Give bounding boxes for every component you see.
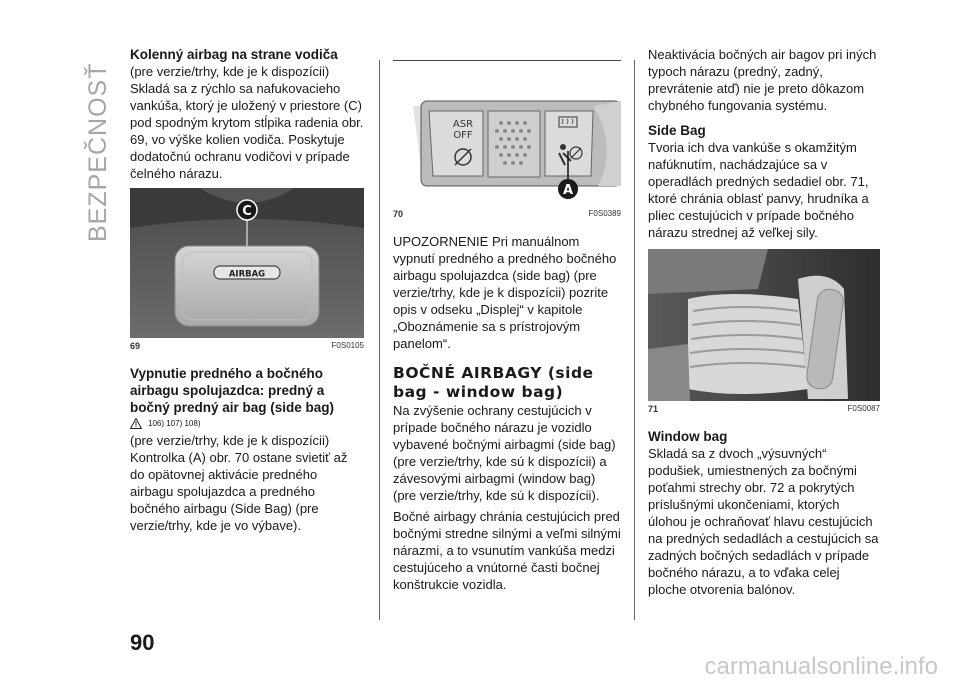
warning-triangle-icon (130, 418, 142, 429)
paragraph: Na zvýšenie ochrany cestujúcich v prípade bočného nárazu je vozidlo vybavené bočnými airbagmi (side bag) (pre verzie/trhy, kde sú k dispozícii) a závesovými airbagmi (window bag) (pre verzie/trhy, kde sú k dispozícii). (393, 403, 616, 503)
column-2 (393, 46, 621, 593)
paragraph: UPOZORNENIE Pri manuálnom vypnutí predného a predného bočného airbagu spolujazdca (side bag) (pre verzie/trhy, kde je k dispozícii) pozrite opis v odseku „Displej“ v kapitole „Oboznámenie sa s prístrojovým panelom“. (393, 234, 617, 351)
figure-69-caption: 69 F0S0105 (130, 341, 364, 351)
paragraph: (pre verzie/trhy, kde je k dispozícii) (130, 64, 330, 79)
asr-label-line2: OFF (453, 130, 473, 141)
paragraph: (pre verzie/trhy, kde je k dispozícii) (130, 433, 330, 448)
section-title-window-bag: Window bag (648, 429, 728, 444)
section-title-side-bag: Side Bag (648, 123, 706, 138)
callout-c: C (242, 204, 252, 219)
callout-a: A (562, 183, 574, 198)
watermark: carmanualsonline.info (704, 653, 938, 680)
figure-70 (393, 61, 621, 206)
section-heading-side-airbags: BOČNÉ AIRBAGY (side bag - window bag) (393, 364, 594, 401)
column-1 (130, 46, 364, 534)
paragraph: Skladá sa z dvoch „výsuvných“ podušiek, umiestnených za bočnými poťahmi strechy obr. 72 a pokrytých príslušnými ukončeniami, ktorých úlohou je ochraňovať hlavu cestujúcich na predných sedadlách a cestujúcich sa zadných bočných sedadlách v prípade bočného nárazu, a to vďaka celej ploche otvorenia balónov. (648, 446, 879, 597)
figure-71 (648, 249, 880, 401)
page-number: 90 (130, 630, 155, 655)
paragraph: Skladá sa z rýchlo sa nafukovacieho vankúša, ktorý je uložený v priestore (C) pod spodným krytom stĺpika radenia obr. 69, vo výške kolien vodiča. Poskytuje dodatočnú ochranu vodičovi v prípade čelného nárazu. (130, 81, 364, 181)
knee-airbag-illustration (130, 188, 364, 338)
paragraph: Bočné airbagy chránia cestujúcich pred bočnými stredne silnými a veľmi silnými nárazmi, a to vsunutím vankúša medzi cestujúceho a vnútorné časti bočnej konštrukcie vozidla. (393, 509, 621, 592)
paragraph: Tvoria ich dva vankúše s okamžitým nafúknutím, nachádzajúce sa v operadlách predných sedadiel obr. 71, ktoré chránia oblasť panvy, hrudníka a pliec cestujúcich v prípade bočného nárazu strednej až veľkej sily. (648, 140, 869, 240)
chapter-side-tab: BEZPEČNOSŤ (84, 62, 112, 242)
paragraph: Kontrolka (A) obr. 70 ostane svietiť až do opätovnej aktivácie predného airbagu spolujazdca a predného bočného airbagu (Side Bag) (pre verzie/trhy, kde je vo výbave). (130, 450, 348, 533)
section-title-knee-airbag: Kolenný airbag na strane vodiča (130, 47, 338, 62)
column-divider-1 (379, 60, 380, 620)
paragraph: Neaktivácia bočných air bagov pri iných typoch nárazu (predný, zadný, prevrátenie atď) nie je preto dôkazom chybného fungovania systému. (648, 47, 877, 113)
asr-label-line1: ASR (452, 119, 474, 130)
column-3 (648, 46, 880, 598)
figure-69 (130, 188, 364, 338)
section-title-deactivation: Vypnutie predného a bočného airbagu spolujazdca: predný a bočný predný air bag (side bag) (130, 366, 335, 415)
figure-70-caption: 70 F0S0389 (393, 209, 621, 219)
airbag-label: AIRBAG (228, 269, 266, 280)
figure-71-caption: 71 F0S0087 (648, 404, 880, 414)
switch-panel-illustration (393, 61, 621, 206)
side-bag-seat-illustration (648, 249, 880, 401)
warning-refs: 106) 107) 108) (130, 418, 364, 429)
column-divider-2 (634, 60, 635, 620)
